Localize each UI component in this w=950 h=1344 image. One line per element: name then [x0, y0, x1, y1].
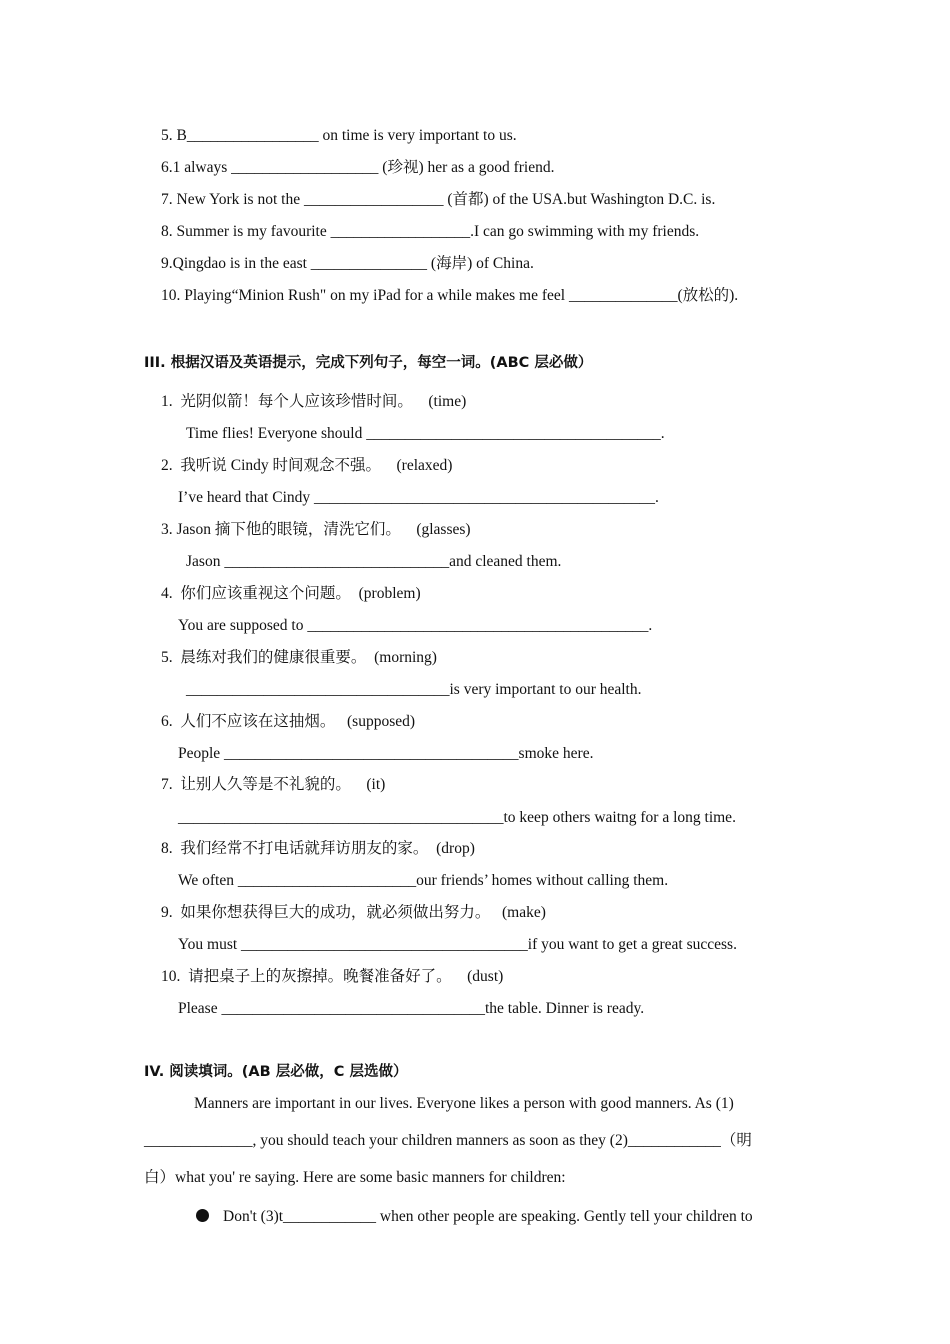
answer-line: We often _______________________our friends’ homes without calling them. [178, 872, 669, 889]
section-heading: III. 根据汉语及英语提示，完成下列句子，每空一词。(ABC 层必做） [144, 355, 593, 371]
answer-line: You are supposed to ____________________________________________. [178, 617, 653, 634]
answer-line: Please __________________________________the table. Dinner is ready. [178, 1000, 645, 1017]
prompt-line: 4. 你们应该重视这个问题。 (problem) [161, 585, 421, 602]
answer-line: __________________________________________to keep others waitng for a long time. [178, 809, 736, 826]
answer-line: Time flies! Everyone should ______________________________________. [186, 425, 665, 442]
paragraph-line: 白）what you' re saying. Here are some basic manners for children: [144, 1169, 566, 1186]
paragraph-line: Manners are important in our lives. Everyone likes a person with good manners. As (1) [194, 1095, 734, 1112]
exercise-line: 9.Qingdao is in the east _______________ (海岸) of China. [161, 255, 534, 272]
paragraph-line: ______________, you should teach your children manners as soon as they (2)____________（明 [144, 1132, 752, 1149]
prompt-line: 8. 我们经常不打电话就拜访朋友的家。 (drop) [161, 840, 475, 857]
exercise-line: 10. Playing“Minion Rush" on my iPad for a while makes me feel ______________(放松的). [161, 287, 739, 304]
prompt-line: 5. 晨练对我们的健康很重要。 (morning) [161, 649, 437, 666]
answer-line: __________________________________is very important to our health. [186, 681, 642, 698]
prompt-line: 6. 人们不应该在这抽烟。 (supposed) [161, 713, 416, 730]
prompt-line: 1. 光阴似箭！每个人应该珍惜时间。 (time) [161, 393, 467, 410]
exercise-line: 5. B_________________ on time is very important to us. [161, 127, 517, 144]
answer-line: People ______________________________________smoke here. [178, 745, 594, 762]
bullet-line: Don't (3)t____________ when other people are speaking. Gently tell your children to [223, 1208, 753, 1225]
section-heading: IV. 阅读填词。(AB 层必做，C 层选做） [144, 1064, 408, 1080]
prompt-line: 9. 如果你想获得巨大的成功，就必须做出努力。 (make) [161, 904, 546, 921]
exercise-line: 7. New York is not the __________________ (首都) of the USA.but Washington D.C. is. [161, 191, 716, 208]
prompt-line: 2. 我听说 Cindy 时间观念不强。 (relaxed) [161, 457, 453, 474]
exercise-line: 6.1 always ___________________ (珍视) her as a good friend. [161, 159, 555, 176]
prompt-line: 10. 请把桌子上的灰擦掉。晚餐准备好了。 (dust) [161, 968, 504, 985]
exercise-line: 8. Summer is my favourite __________________.I can go swimming with my friends. [161, 223, 700, 240]
answer-line: I’ve heard that Cindy ____________________________________________. [178, 489, 659, 506]
prompt-line: 7. 让别人久等是不礼貌的。 (it) [161, 776, 386, 793]
answer-line: You must _____________________________________if you want to get a great success. [178, 936, 737, 953]
answer-line: Jason _____________________________and cleaned them. [186, 553, 562, 570]
prompt-line: 3. Jason 摘下他的眼镜，清洗它们。 (glasses) [161, 521, 471, 538]
bullet-icon [196, 1209, 209, 1222]
